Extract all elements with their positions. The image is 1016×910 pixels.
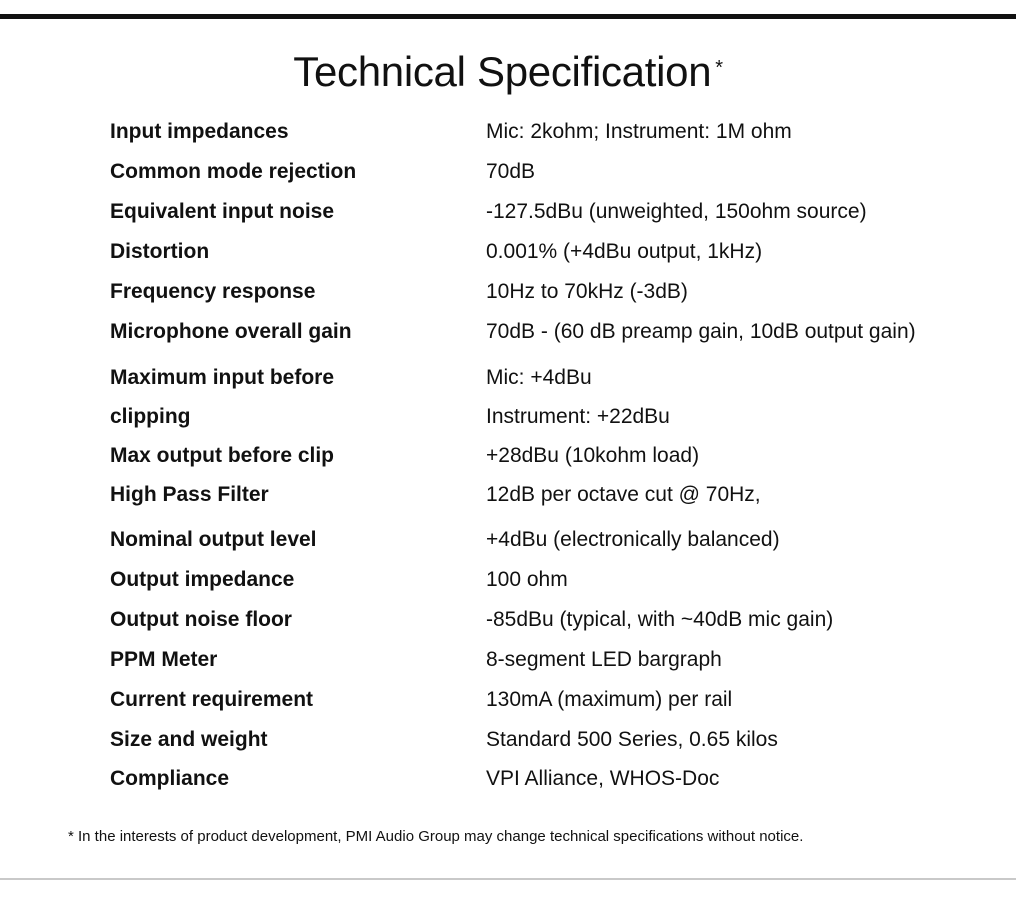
spec-value: 100 ohm xyxy=(486,568,568,591)
spec-value: 10Hz to 70kHz (-3dB) xyxy=(486,280,688,303)
spec-value: Instrument: +22dBu xyxy=(486,405,670,428)
spec-value: 70dB - (60 dB preamp gain, 10dB output gain) xyxy=(486,320,916,343)
spec-value: -85dBu (typical, with ~40dB mic gain) xyxy=(486,608,834,631)
title-asterisk: * xyxy=(715,57,723,79)
spec-label: Current requirement xyxy=(110,688,314,711)
spec-label: High Pass Filter xyxy=(110,483,269,506)
page-title xyxy=(0,46,1016,98)
spec-label: clipping xyxy=(110,405,191,428)
spec-value: Mic: 2kohm; Instrument: 1M ohm xyxy=(486,120,792,143)
spec-value: 130mA (maximum) per rail xyxy=(486,688,733,711)
spec-value: 12dB per octave cut @ 70Hz, xyxy=(486,483,761,506)
footnote: * In the interests of product development, PMI Audio Group may change technical specifications without notice. xyxy=(68,828,804,845)
spec-label: Maximum input before xyxy=(110,366,335,389)
spec-value: Standard 500 Series, 0.65 kilos xyxy=(486,728,778,751)
spec-label: Nominal output level xyxy=(110,528,317,551)
spec-value: -127.5dBu (unweighted, 150ohm source) xyxy=(486,200,867,223)
spec-value: +28dBu (10kohm load) xyxy=(486,444,700,467)
bottom-rule xyxy=(0,878,1016,880)
spec-label: Size and weight xyxy=(110,728,268,751)
spec-value: 8-segment LED bargraph xyxy=(486,648,722,671)
spec-label: Max output before clip xyxy=(110,444,335,467)
spec-label: Microphone overall gain xyxy=(110,320,352,343)
spec-label: Frequency response xyxy=(110,280,316,303)
spec-value: +4dBu (electronically balanced) xyxy=(486,528,780,551)
spec-label: Output noise floor xyxy=(110,608,292,631)
spec-label: Common mode rejection xyxy=(110,160,357,183)
spec-label: PPM Meter xyxy=(110,648,218,671)
spec-label: Equivalent input noise xyxy=(110,200,335,223)
title-text: Technical Specification xyxy=(293,48,712,95)
spec-value: VPI Alliance, WHOS-Doc xyxy=(486,767,720,790)
spec-label: Distortion xyxy=(110,240,210,263)
spec-label: Input impedances xyxy=(110,120,289,143)
spec-value: Mic: +4dBu xyxy=(486,366,592,389)
top-rule xyxy=(0,14,1016,19)
spec-label: Compliance xyxy=(110,767,230,790)
spec-label: Output impedance xyxy=(110,568,295,591)
spec-value: 70dB xyxy=(486,160,536,183)
spec-value: 0.001% (+4dBu output, 1kHz) xyxy=(486,240,763,263)
